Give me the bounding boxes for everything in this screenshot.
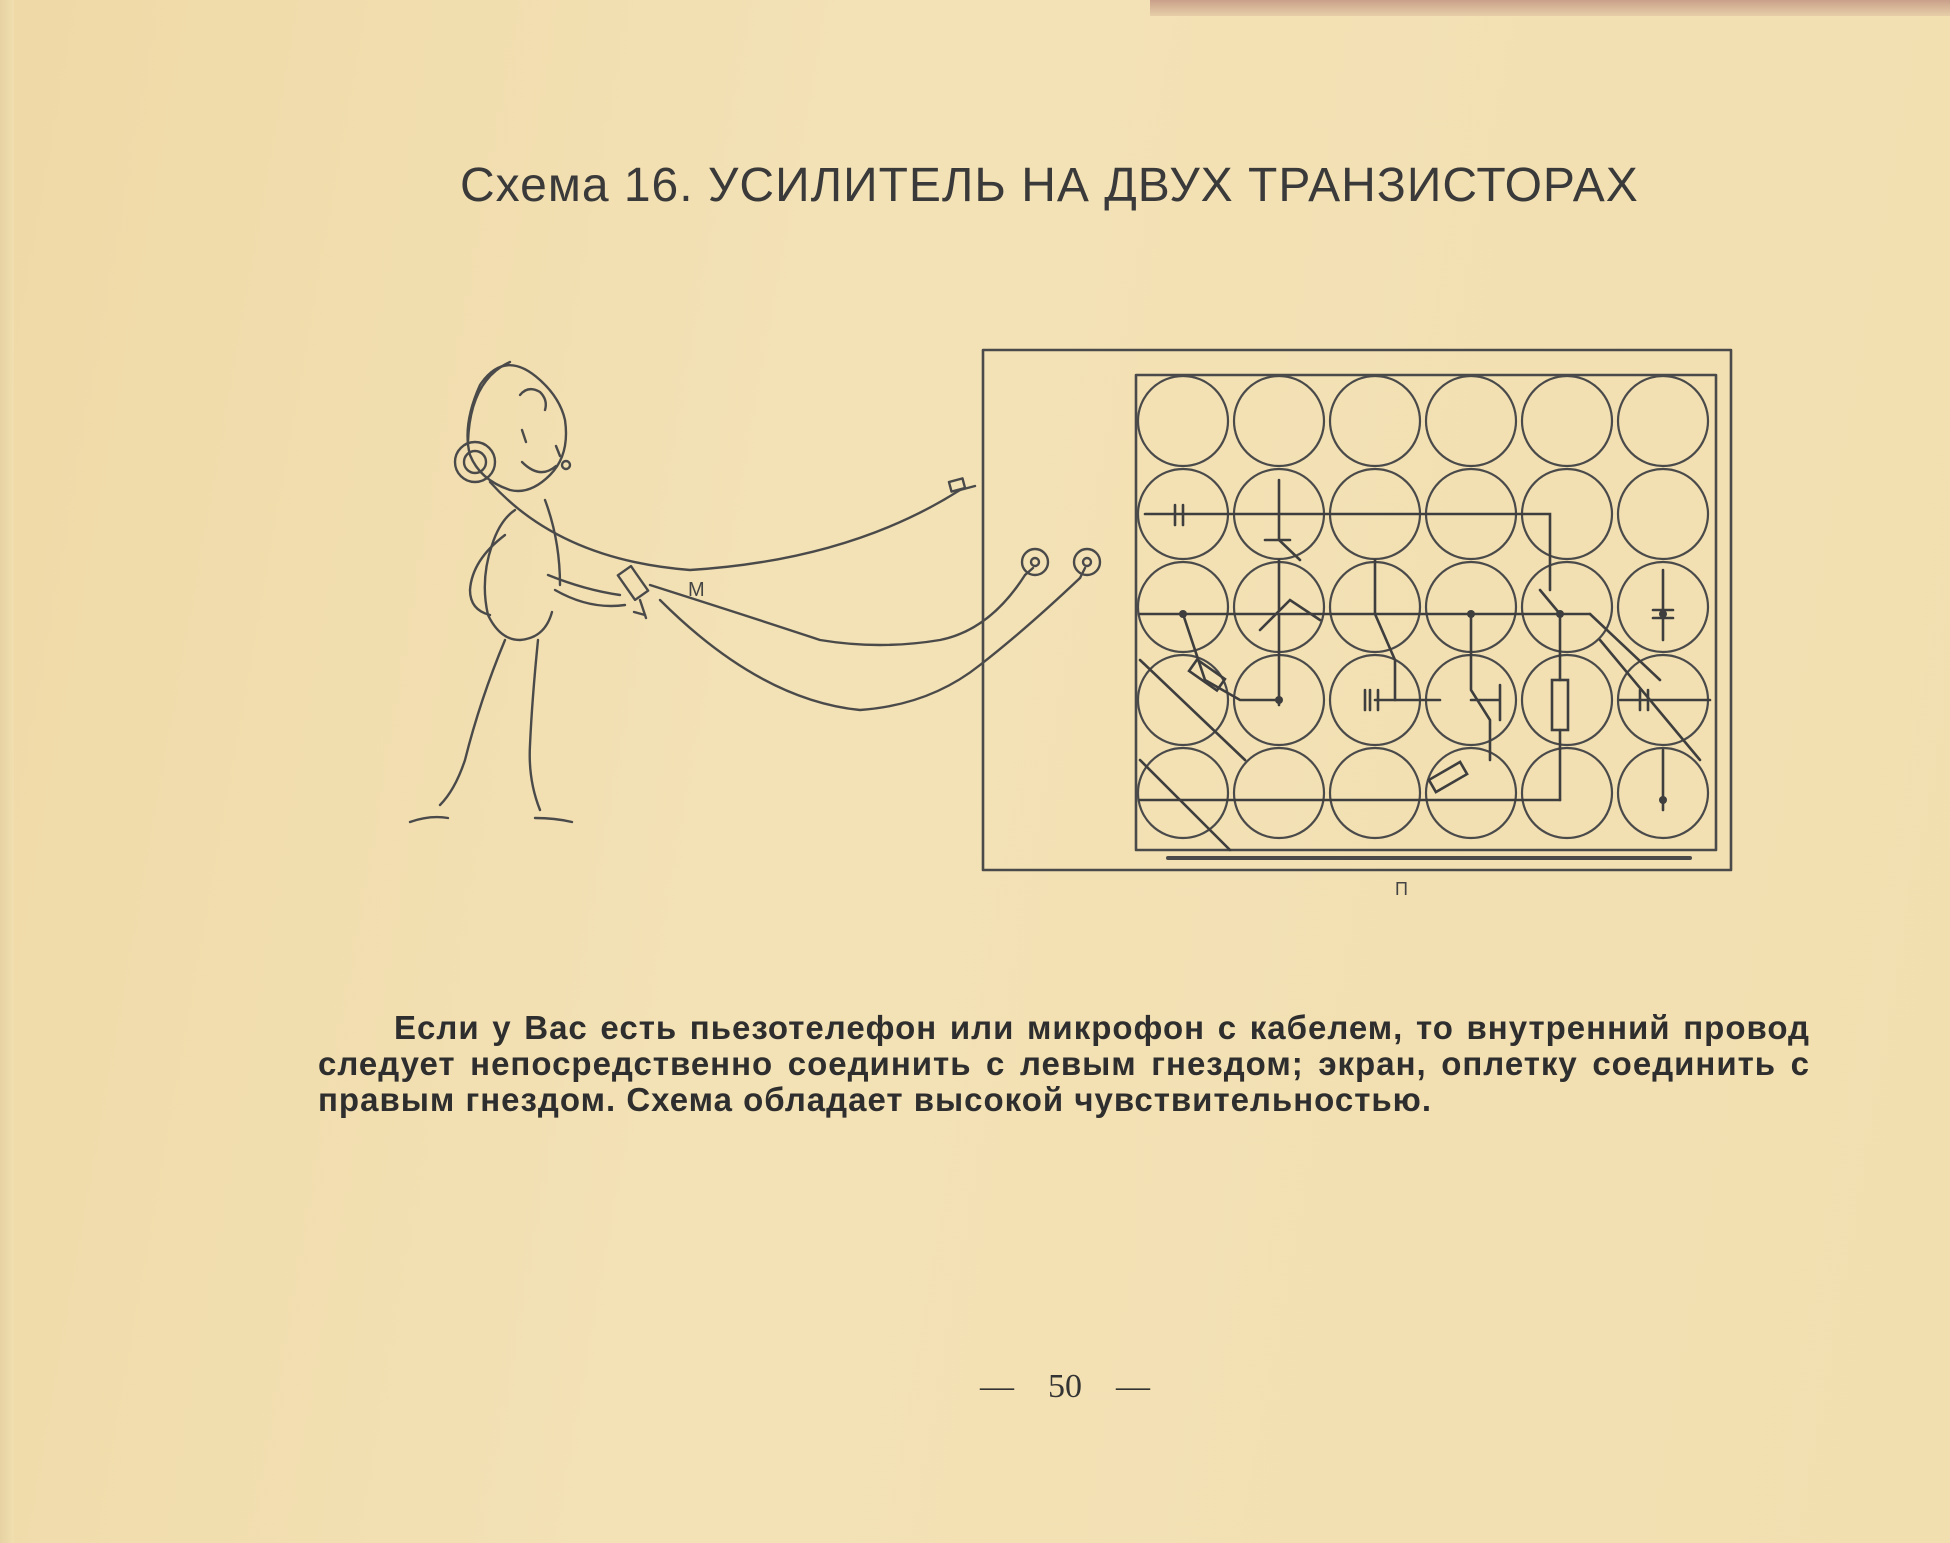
circuit-junctions bbox=[1179, 610, 1667, 804]
body-paragraph: Если у Вас есть пьезотелефон или микрофон с кабелем, то внутренний провод следует непосредственно соединить с левым гнездом; экран, оплетку соединить с правым гнездом. Схема обладает высокой чувствительностью. bbox=[318, 1009, 1810, 1118]
circle-grid bbox=[1138, 376, 1708, 838]
page-number: 50 bbox=[1048, 1368, 1082, 1405]
page-dash-right: — bbox=[1116, 1368, 1150, 1405]
page-title: Схема 16. УСИЛИТЕЛЬ НА ДВУХ ТРАНЗИСТОРАХ bbox=[460, 159, 1639, 212]
page-top-edge bbox=[1150, 0, 1950, 16]
page-number-footer bbox=[980, 1368, 1180, 1406]
boy-figure bbox=[410, 362, 648, 822]
page-left-edge bbox=[0, 0, 14, 1543]
circuit-illustration bbox=[400, 340, 1760, 920]
board-label: П bbox=[1395, 879, 1408, 899]
mic-label: М bbox=[688, 579, 705, 601]
page-dash-left: — bbox=[980, 1368, 1014, 1405]
